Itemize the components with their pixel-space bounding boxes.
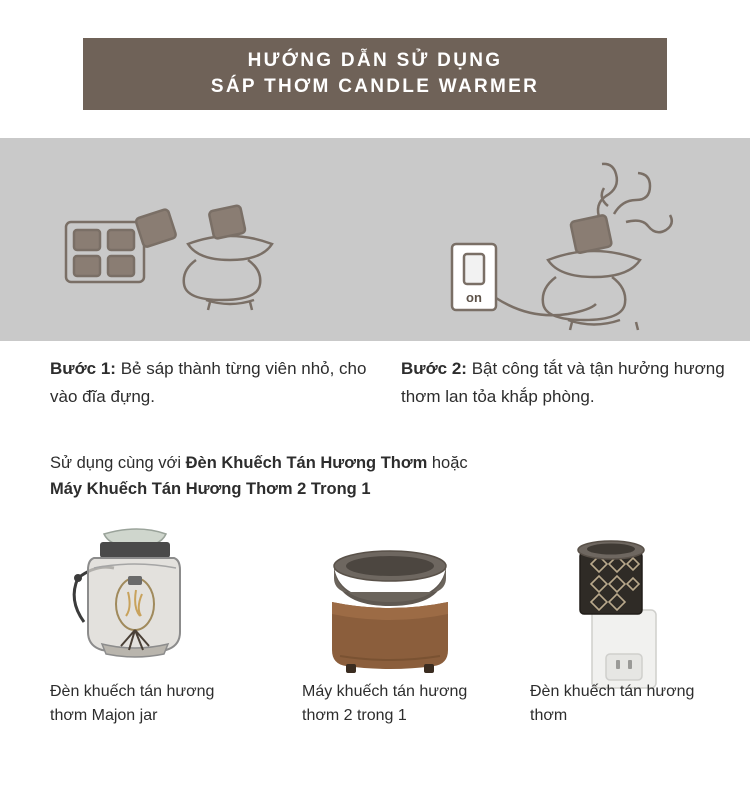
- step-1: [50, 355, 396, 411]
- wax-melts-and-warmer-icon: [60, 186, 300, 321]
- product-caption-2: Máy khuếch tán hương thơm 2 trong 1: [302, 683, 468, 724]
- usage-prefix: Sử dụng cùng với: [50, 454, 186, 472]
- usage-bold-1: Đèn Khuếch Tán Hương Thơm: [185, 454, 428, 472]
- mason-jar-warmer-photo: [50, 512, 220, 672]
- usage-bold-2: Máy Khuếch Tán Hương Thơm 2 Trong 1: [50, 480, 371, 498]
- product-caption-3: Đèn khuếch tán hương thơm: [530, 683, 695, 724]
- product-item: [40, 512, 270, 762]
- product-caption-1: Đèn khuếch tán hương thơm Majon jar: [50, 683, 215, 724]
- product-item: [520, 512, 750, 762]
- switch-and-warmer-with-scent-icon: [430, 148, 710, 333]
- step-2-text: Bật công tắt và tận hưởng hương thơm lan tỏa khắp phòng.: [401, 359, 725, 406]
- step-2: [401, 355, 747, 411]
- plug-in-wall-warmer-photo: [546, 534, 696, 689]
- step-2-label: Bước 2:: [401, 359, 467, 378]
- product-row: [0, 512, 750, 762]
- steps-row: [0, 355, 750, 411]
- header-title-line-2: SÁP THƠM CANDLE WARMER: [210, 76, 540, 97]
- usage-note: [50, 450, 710, 502]
- two-in-one-wood-warmer-photo: [302, 544, 477, 699]
- usage-middle: hoặc: [427, 454, 468, 472]
- header-title-line-1: HƯỚNG DẪN SỬ DỤNG: [247, 50, 503, 71]
- product-image-3: [520, 512, 750, 667]
- product-image-2: [290, 512, 520, 667]
- product-item: [290, 512, 520, 762]
- header-banner: [83, 38, 667, 110]
- product-image-1: [40, 512, 270, 667]
- step-1-text: Bẻ sáp thành từng viên nhỏ, cho vào đĩa đựng.: [50, 359, 367, 406]
- step-1-label: Bước 1:: [50, 359, 116, 378]
- switch-on-label: on: [466, 290, 482, 305]
- illustration-band: [0, 138, 750, 341]
